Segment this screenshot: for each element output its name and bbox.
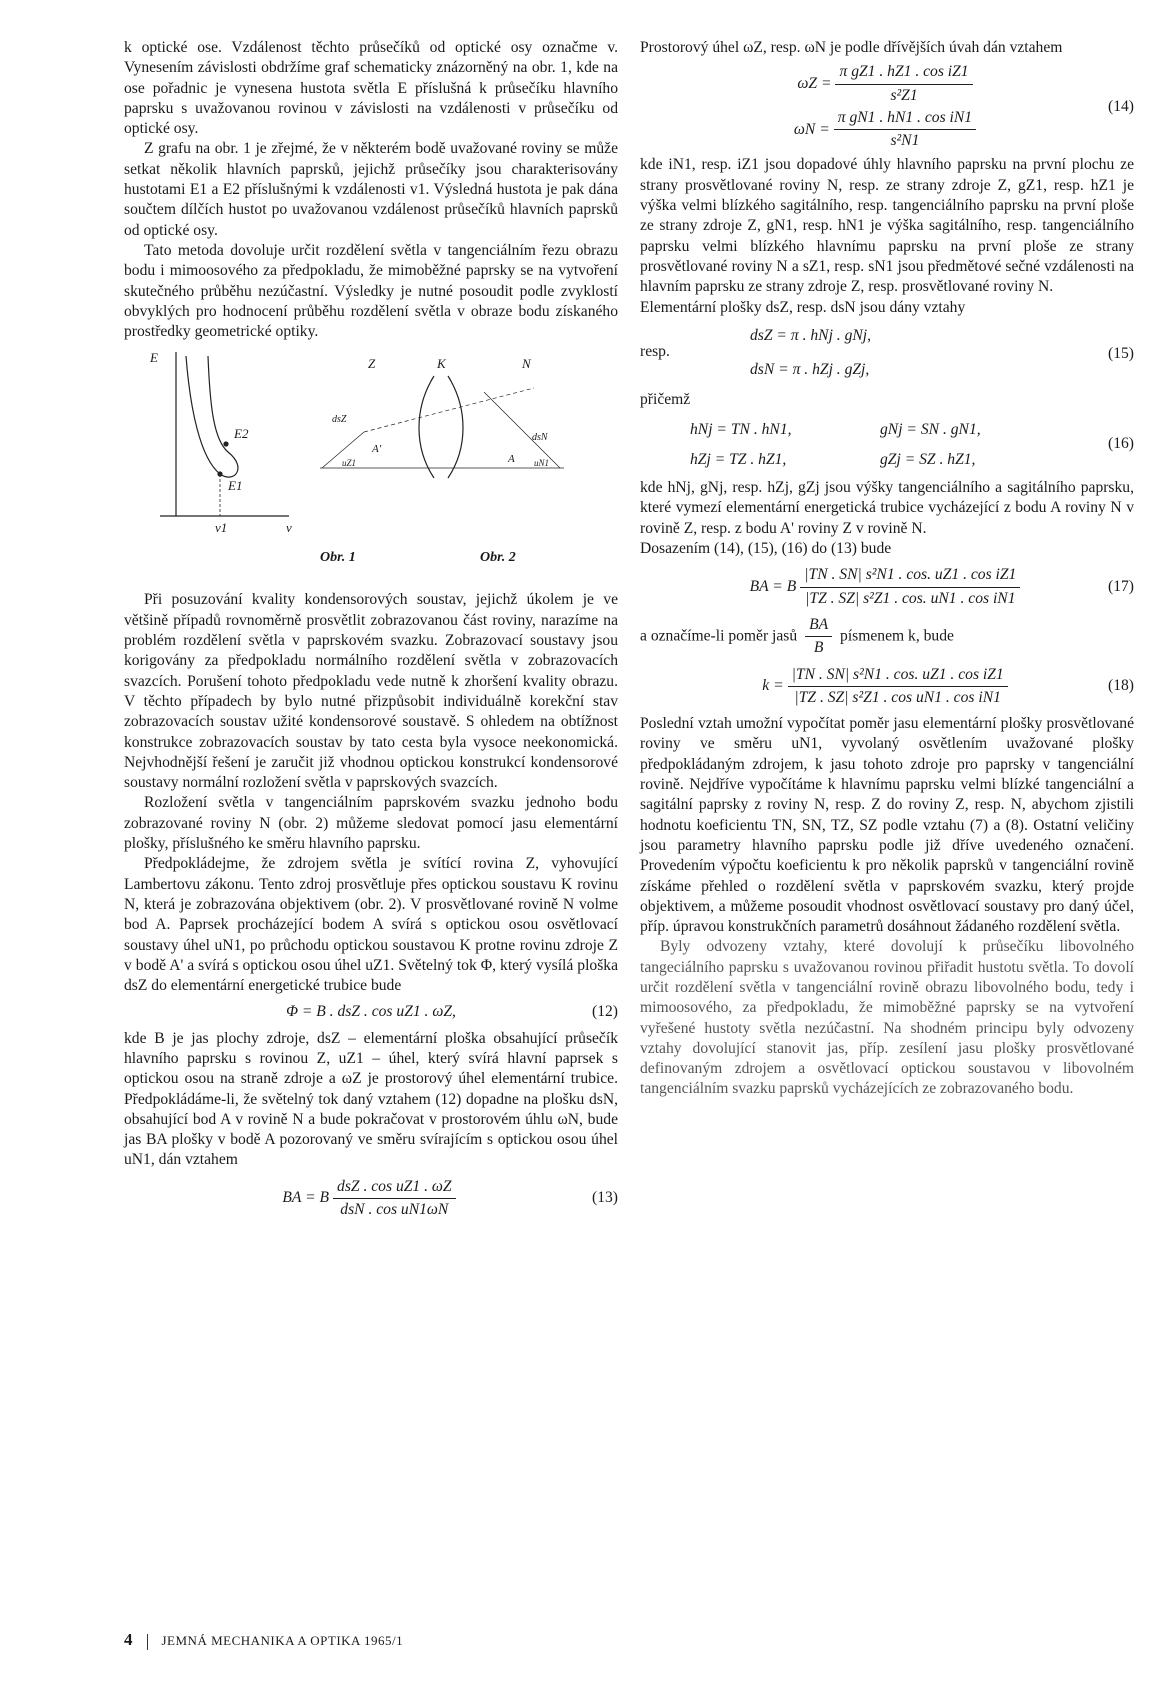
- paragraph: [640, 615, 1134, 659]
- fig2-dsn-label: dsN: [532, 432, 548, 444]
- figures: [124, 348, 618, 568]
- equation-lhs: BA = B: [749, 577, 797, 595]
- fig1-caption: Obr. 1: [320, 550, 356, 566]
- fig1-e2-label: E2: [234, 426, 249, 442]
- numerator: π gN1 . hN1 . cos iN1: [834, 108, 976, 130]
- fig2-uz1-label: uZ1: [342, 458, 357, 469]
- paragraph: kde iN1, resp. iZ1 jsou dopadové úhly hlavního paprsku na první plochu ze strany prosvětlované roviny N, resp. ze strany zdroje Z, gZ1, resp. hZ1 je výška velmi blízkého sagitálního, resp. tangenciálního paprsku na první ploše ze strany zdroje Z, gN1, resp. hN1 je výška sagitálního, resp. tangenciálního paprsku velmi blízkého hlavnímu paprsku na první ploše ze strany prosvětlované roviny N a sZ1, resp. sN1 jsou předmětové sečné vzdálenosti na hlavním paprsku ze strany zdroje Z, resp. prosvětlované roviny N.: [640, 156, 1134, 296]
- right-column: [640, 38, 1134, 1100]
- fraction: [834, 108, 976, 152]
- fig2-dsz-label: dsZ: [332, 414, 347, 426]
- paragraph: Tato metoda dovoluje určit rozdělení světla v tangenciálním řezu obrazu bodu i mimoosového za předpokladu, že mimoběžné paprsky se na vytvoření skutečného průběhu nezúčastní. Výsledky je nutné posoudit podle zvyklostí obvyklých pro hodnocení průběhu rozdělení světla v obraze bodu získaného prostředky geometrické optiky.: [124, 241, 618, 341]
- fig1-ylabel: E: [150, 350, 158, 366]
- numerator: π gZ1 . hZ1 . cos iZ1: [835, 62, 972, 84]
- fraction: [805, 615, 832, 659]
- denominator: |TZ . SZ| s²Z1 . cos uN1 . cos iN1: [794, 688, 1001, 706]
- denominator: s²N1: [890, 132, 920, 150]
- equation-number: (13): [592, 1189, 618, 1207]
- numerator: BA: [805, 615, 832, 637]
- fig1-v1-label: v1: [215, 520, 228, 536]
- text-fragment: a označíme-li poměr jasů: [640, 627, 798, 645]
- page-number: 4: [124, 1630, 133, 1649]
- paragraph: Prostorový úhel ωZ, resp. ωN je podle dřívějších úvah dán vztahem: [640, 39, 1063, 56]
- equation-number: (17): [1108, 577, 1134, 595]
- fig2-aprime-label: A': [372, 443, 382, 456]
- equation-lhs: k =: [762, 677, 784, 695]
- equation-13: [124, 1177, 618, 1221]
- fraction: [800, 565, 1020, 609]
- fig2-a-label: A: [508, 453, 515, 466]
- fig2-z-label: Z: [368, 356, 376, 372]
- paragraph: Při posuzování kvality kondensorových soustav, jejichž úkolem je ve většině případů rovnoměrně prosvětlit zobrazovanou část roviny, narazíme na problém rozdělení světla v paprskovém svazku. Zobrazovací soustavy jsou korigovány za předpokladu normálního rozdělení světla v zobrazovacích svazcích. Porušení tohoto předpokladu vede nutně k zhoršení kvality obrazu. V těchto případech by bylo nutné přizpůsobit individuálně korekční stav zobrazovacích soustav užité kondensorové soustavě. S ohledem na obtížnost konstrukce zobrazovacích soustav by tato cesta byla vysoce neekonomická. Nejvhodnější řešení je zaručit již vhodnou optickou konstrukcí kondensorové soustavy normální rozložení světla v paprskových svazcích.: [124, 591, 618, 792]
- fig2-n-label: N: [522, 356, 531, 372]
- numerator: dsZ . cos uZ1 . ωZ: [333, 1177, 456, 1199]
- fig1-curve: [186, 356, 238, 477]
- equation-17: [640, 565, 1134, 609]
- fig2-k-label: K: [437, 356, 446, 372]
- fig2-ray-n: [484, 392, 560, 468]
- paragraph: k optické ose. Vzdálenost těchto průsečíků od optické osy označme v. Vynesením závislosti obdržíme graf schematicky znázorněný na obr. 1, kde na ose pořadnic je vynesena hustota světla E příslušná k průsečíku hlavního paprsku s uvažovanou rovinou v závislosti na vzdálenosti v průsečíku od optické osy.: [124, 39, 618, 138]
- fraction: [835, 62, 972, 106]
- fig2-lens-left: [419, 376, 434, 478]
- denominator: |TZ . SZ| s²Z1 . cos. uN1 . cos iN1: [805, 589, 1016, 607]
- denominator: dsN . cos uN1ωN: [340, 1201, 449, 1219]
- equation-14b: [640, 108, 1134, 152]
- paragraph: Z grafu na obr. 1 je zřejmé, že v některém bodě uvažované roviny se může setkat několik hlavních paprsků, jejichž průsečíky jsou charakterisovány hustotami E1 a E2 příslušnými k vzdálenosti v1. Výsledná hustota je pak dána součtem dílčích hustot po uvažovanou vzdálenost průsečíků hlavních paprsků od optické osy.: [124, 140, 618, 239]
- equation-number: (12): [592, 1003, 618, 1021]
- equation-lhs: ωZ =: [797, 74, 832, 92]
- fraction: [333, 1177, 456, 1221]
- journal-name: JEMNÁ MECHANIKA A OPTIKA 1965/1: [161, 1633, 404, 1648]
- fig1-point-e2: [223, 442, 228, 447]
- equation-number: (18): [1108, 677, 1134, 695]
- paragraph: Předpokládejme, že zdrojem světla je svítící rovina Z, vyhovující Lambertovu zákonu. Tento zdroj prosvětluje přes optickou soustavu K rovinu N, která je zobrazována objektivem (obr. 2). V prosvětlované rovině N volme bod A. Paprsek procházející bodem A svírá s optickou osou osvětlovací soustavy úhel uN1, po průchodu optickou soustavou K protne rovinu zdroje Z v bodě A' a svírá s optickou osou úhel uZ1. Světelný tok Φ, který vysílá ploška dsZ do elementární energetické trubice bude: [124, 855, 618, 995]
- paragraph: Elementární plošky dsZ, resp. dsN jsou dány vztahy: [640, 298, 966, 316]
- equation-number: (14): [1108, 97, 1134, 115]
- fig2-caption: Obr. 2: [480, 550, 516, 566]
- fig2-lens-right: [448, 376, 463, 478]
- denominator: B: [813, 639, 824, 657]
- equation-18: [640, 665, 1134, 709]
- equation-12-body: Φ = B . dsZ . cos uZ1 . ωZ,: [286, 1003, 456, 1021]
- left-column: [124, 38, 618, 1226]
- equation-resp: resp.: [640, 342, 670, 360]
- equation-lhs: BA = B: [282, 1189, 330, 1207]
- fraction: [788, 665, 1008, 709]
- paragraph: Rozložení světla v tangenciálním paprskovém svazku jednoho bodu zobrazované roviny N (obr. 2) můžeme sledovat pomocí jasu elementární plošky, příslušného ke směru hlavního paprsku.: [124, 794, 618, 853]
- footer-divider: [147, 1634, 148, 1650]
- equation-14: [640, 62, 1134, 151]
- paragraph: kde B je jas plochy zdroje, dsZ – elementární ploška obsahující průsečík hlavního paprsku s rovinou Z, uZ1 – úhel, který svírá hlavní paprsek s optickou osou na straně zdroje a ωZ je prostorový úhel elementární trubice. Předpokládáme-li, že světelný tok daný vztahem (12) dopadne na plošku dsN, obsahující bod A v rovině N a bude pokračovat v prostorovém úhlu ωN, bude jas BA plošky v bodě A pozorovaný ve směru svírajícím s optickou osou úhel uN1, dán vztahem: [124, 1029, 618, 1169]
- equation-16: [640, 414, 1134, 474]
- figure-graphics: [124, 348, 618, 548]
- equation-number: (16): [1108, 435, 1134, 453]
- equation-16b: gNj = SN . gN1,: [880, 421, 981, 439]
- paragraph: Poslední vztah umožní vypočítat poměr jasu elementární plošky prosvětlované roviny ve směru uN1, vyvolaný osvětlením uvažované plošky předpokládaným zdrojem, k jasu tohoto zdroje pro paprsky v tangenciální rovině. Nejdříve vypočítáme k hlavnímu paprsku velmi blízké tangenciální a sagitální paprsky z roviny N, resp. Z do roviny Z, resp. N, abychom zjistili hodnotu koeficientu TN, SN, TZ, SZ podle vztahu (7) a (8). Ostatní veličiny jsou parametry hlavního paprsku podle již dříve uvedeného označení. Provedením výpočtu koeficientu k pro několik paprsků v tangenciální rovině získáme přehled o rozdělení světla v paprskovém svazku, který projde objektivem, a můžeme posoudit vhodnost osvětlovací soustavy pro daný účel, příp. úpravou konstrukčních parametrů dosáhnout žádaného rozdělení světla.: [640, 715, 1134, 936]
- denominator: s²Z1: [890, 86, 918, 104]
- equation-15: [640, 322, 1134, 386]
- fig2-un1-label: uN1: [534, 458, 550, 469]
- equation-16a: hNj = TN . hN1,: [690, 421, 792, 439]
- numerator: |TN . SN| s²N1 . cos. uZ1 . cos iZ1: [800, 565, 1020, 587]
- paragraph: Dosazením (14), (15), (16) do (13) bude: [640, 540, 892, 558]
- equation-14a: [640, 62, 1134, 106]
- paragraph: přičemž: [640, 390, 691, 408]
- equation-16c: hZj = TZ . hZ1,: [690, 451, 787, 469]
- fig1-e1-label: E1: [228, 478, 243, 494]
- paragraph: Byly odvozeny vztahy, které dovolují k průsečíku libovolného tangeciálního paprsku s uvažovanou rovinou přiřadit hustotu světla. To dovolí určit rozdělení světla v tangenciální rovině obrazu libovolného bodu, tedy i mimoosového, za předpokladu, že mimoběžné paprsky se na vytvoření vyřešené hustoty světla nezúčastní. Na shodném principu byly odvozeny vztahy dovolující stanovit jas, příp. zesílení jasu plošky prosvětlované definovaným zdrojem a osvětlovací optickou soustavou v libovolném tangenciálním svazku paprsků vycházejících ze zobrazovaného bodu.: [640, 938, 1134, 1098]
- equation-16d: gZj = SZ . hZ1,: [880, 451, 976, 469]
- equation-12: [124, 1002, 618, 1022]
- fig1-v-label: v: [286, 520, 292, 536]
- equation-15b: dsN = π . hZj . gZj,: [750, 360, 870, 378]
- equation-15a: dsZ = π . hNj . gNj,: [750, 326, 872, 344]
- equation-lhs: ωN =: [793, 120, 830, 138]
- page-footer: [124, 1630, 403, 1650]
- paragraph: kde hNj, gNj, resp. hZj, gZj jsou výšky tangenciálního a sagitálního paprsku, které vymezí elementární energetická trubice vycházející z bodu A roviny N v rovině Z, resp. z bodu A' roviny Z v rovině N.: [640, 479, 1134, 537]
- equation-number: (15): [1108, 344, 1134, 362]
- numerator: |TN . SN| s²N1 . cos. uZ1 . cos iZ1: [788, 665, 1008, 687]
- fig2-ray: [364, 388, 534, 432]
- text-fragment: písmenem k, bude: [840, 627, 954, 645]
